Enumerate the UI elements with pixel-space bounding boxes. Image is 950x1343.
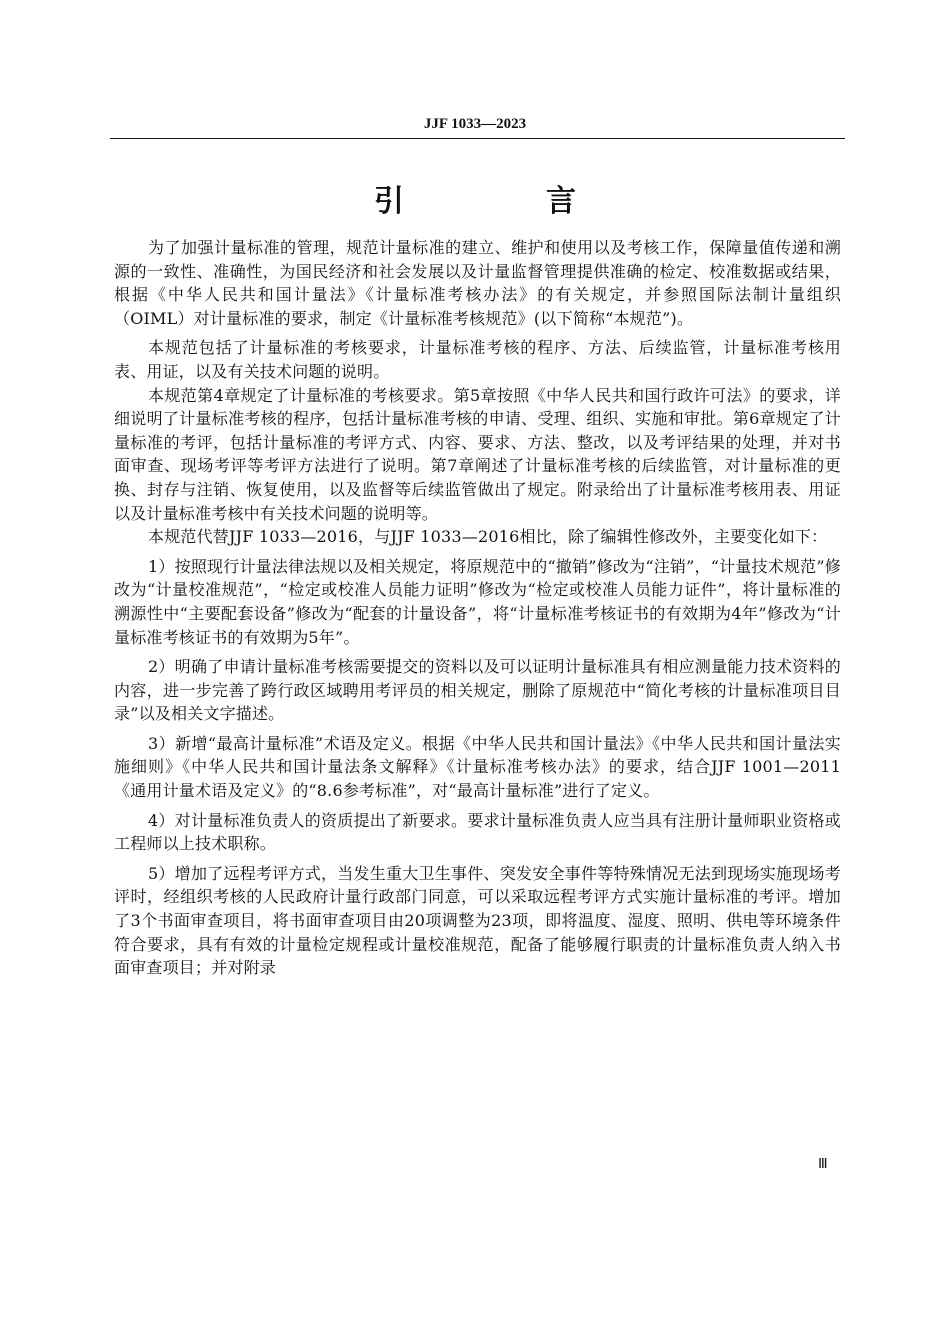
change-item-3: 3）新增“最高计量标准”术语及定义。根据《中华人民共和国计量法》《中华人民共和国计量法实施细则》《中华人民共和国计量法条文解释》《计量标准考核办法》的要求，结合JJF 1001—2011《通用计量术语及定义》的“8.6参考标准”，对“最高计量标准”进行了定义。 xyxy=(114,733,841,801)
standard-code-header: JJF 1033—2023 xyxy=(423,116,527,132)
paragraph-replacement: 本规范代替JJF 1033—2016，与JJF 1033—2016相比，除了编辑性修改外，主要变化如下： xyxy=(148,527,828,547)
change-item-5: 5）增加了远程考评方式，当发生重大卫生事件、突发安全事件等特殊情况无法到现场实施现场考评时，经组织考核的人民政府计量行政部门同意，可以采取远程考评方式实施计量标准的考评。增加了3个书面审查项目，将书面审查项目由20项调整为23项，即将温度、湿度、照明、供电等环境条件符合要求，具有有效的计量检定规程或计量校准规范，配备了能够履行职责的计量标准负责人纳入书面审查项目；并对附录 xyxy=(114,863,841,978)
paragraph-chapters: 本规范第4章规定了计量标准的考核要求。第5章按照《中华人民共和国行政许可法》的要求，详细说明了计量标准考核的程序，包括计量标准考核的申请、受理、组织、实施和审批。第6章规定了计量标准的考评，包括计量标准的考评方式、内容、要求、方法、整改，以及考评结果的处理，并对书面审查、现场考评等考评方法进行了说明。第7章阐述了计量标准考核的后续监管，对计量标准的更换、封存与注销、恢复使用，以及监督等后续监管做出了规定。附录给出了计量标准考核用表、用证以及计量标准考核中有关技术问题的说明等。 xyxy=(114,385,841,523)
paragraph-scope: 本规范包括了计量标准的考核要求，计量标准考核的程序、方法、后续监管，计量标准考核用表、用证，以及有关技术问题的说明。 xyxy=(114,338,841,381)
change-item-2: 2）明确了申请计量标准考核需要提交的资料以及可以证明计量标准具有相应测量能力技术资料的内容，进一步完善了跨行政区域聘用考评员的相关规定，删除了原规范中“简化考核的计量标准项目目录”以及相关文字描述。 xyxy=(114,657,841,724)
page-number: Ⅲ xyxy=(818,1157,828,1172)
paragraph-purpose: 为了加强计量标准的管理，规范计量标准的建立、维护和使用以及考核工作，保障量值传递和溯源的一致性、准确性，为国民经济和社会发展以及计量监督管理提供准确的检定、校准数据或结果，根据《中华人民共和国计量法》《计量标准考核办法》的有关规定，并参照国际法制计量组织（OIML）对计量标准的要求，制定《计量标准考核规范》(以下简称“本规范”)。 xyxy=(114,238,841,328)
header-divider xyxy=(110,138,845,139)
change-item-4: 4）对计量标准负责人的资质提出了新要求。要求计量标准负责人应当具有注册计量师职业资格或工程师以上技术职称。 xyxy=(114,810,841,854)
change-item-1: 1）按照现行计量法律法规以及相关规定，将原规范中的“撤销”修改为“注销”，“计量技术规范”修改为“计量校准规范”，“检定或校准人员能力证明”修改为“检定或校准人员能力证件”，将计量标准的溯源性中“主要配套设备”修改为“配套的计量设备”，将“计量标准考核证书的有效期为4年”修改为“计量标准考核证书的有效期为5年”。 xyxy=(114,556,841,647)
body-text xyxy=(114,236,841,980)
section-title: 引 言 xyxy=(374,184,632,219)
